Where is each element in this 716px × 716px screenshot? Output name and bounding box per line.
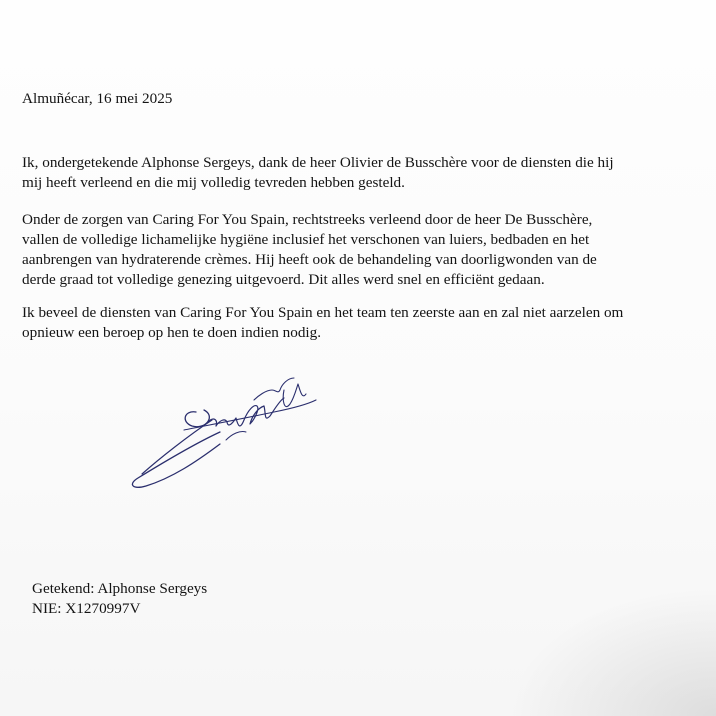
paragraph-line: vallen de volledige lichamelijke hygiëne inclusief het verschonen van luiers, bedbaden en het (22, 231, 590, 248)
signed-by-line: Getekend: Alphonse Sergeys (32, 580, 208, 597)
paragraph-line: derde graad tot volledige genezing uitgevoerd. Dit alles werd snel en efficiënt gedaan. (22, 271, 545, 288)
letter-date: Almuñécar, 16 mei 2025 (22, 90, 173, 107)
signature-block (32, 579, 207, 619)
paragraph-recommendation (22, 303, 623, 343)
paragraph-line: aanbrengen van hydraterende crèmes. Hij heeft ook de behandeling van doorligwonden van de (22, 251, 597, 268)
signature-stroke (142, 420, 212, 474)
signature-stroke (226, 431, 246, 440)
paragraph-line: Ik beveel de diensten van Caring For You Spain en het team ten zeerste aan en zal niet aarzelen om (22, 304, 624, 321)
signature-strokes (132, 378, 316, 487)
signature-stroke (283, 384, 306, 407)
nie-number: NIE: X1270997V (32, 600, 141, 617)
paragraph-thanks (22, 153, 614, 193)
paragraph-line: Onder de zorgen van Caring For You Spain, rechtstreeks verleend door de heer De Busschère, (22, 211, 593, 228)
signature-stroke (254, 378, 294, 400)
handwritten-signature (124, 360, 324, 492)
paragraph-line: mij heeft verleend en die mij volledig tevreden hebben gesteld. (22, 174, 405, 191)
paragraph-services (22, 210, 597, 290)
signature-stroke (132, 432, 220, 487)
paragraph-line: Ik, ondergetekende Alphonse Sergeys, dank de heer Olivier de Busschère voor de diensten die hij (22, 154, 614, 171)
paragraph-line: opnieuw een beroep op hen te doen indien nodig. (22, 324, 322, 341)
